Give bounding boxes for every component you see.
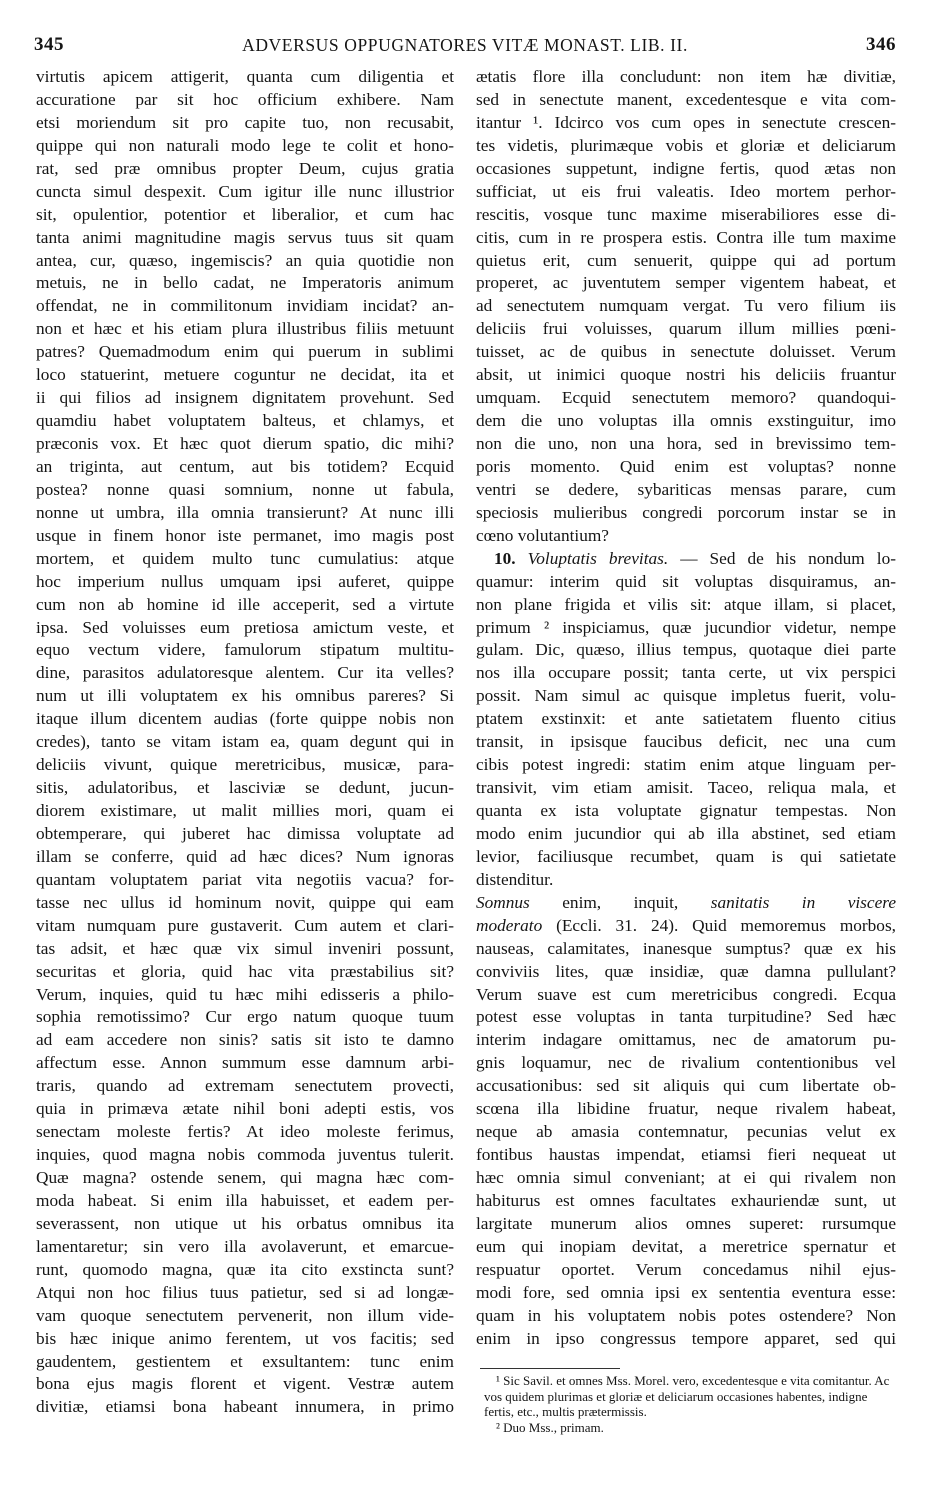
text-line: sufficiat, ut eis frui valeatis. Ideo mortem perhor-: [476, 181, 896, 201]
text-line: gnis loquamur, nec de rivalium contentionibus vel: [476, 1053, 896, 1073]
section-text-start: — Sed de his nondum lo-: [668, 548, 896, 568]
text-line: scœna illa libidine fruatur, neque rivalem habeat,: [476, 1099, 896, 1119]
quote-line-2: [476, 915, 896, 938]
text-line: quietus erit, cum senuerit, quippe qui ad portum: [476, 250, 896, 270]
quote-connector: enim, inquit,: [529, 892, 711, 912]
left-column: [36, 66, 454, 1419]
text-line: lamentaretur; sin vero illa avolaverunt, et emarcue-: [36, 1236, 454, 1256]
text-line: gaudentem, gestientem et exsultantem: tunc enim: [36, 1351, 454, 1371]
text-line: virtutis apicem attigerit, quanta cum diligentia et: [36, 67, 454, 86]
text-line: antea, cur, quæso, ingemiscis? an quia quotidie non: [36, 250, 454, 270]
quote-continuation: Quid memoremus morbos,: [678, 915, 896, 935]
text-line: possit. Nam simul ac quisque impletus fuerit, volu-: [476, 686, 896, 706]
text-line: nos illa occupare possit; tanta certe, ut vix perspici: [476, 663, 896, 683]
text-line: diorem existimare, ut malit millies mori, quam ei: [36, 801, 454, 820]
text-line: rat, sed præ omnibus propter Deum, cujus gratia: [36, 158, 454, 178]
text-line: cuncta simul despexit. Cum igitur ille nunc illustrior: [36, 181, 454, 201]
text-line: metuis, ne in bello cadat, ne Imperatoris animum: [36, 273, 454, 293]
text-line: cibis potest ingredi: statim enim atque linguam per-: [476, 755, 896, 775]
text-line: Quæ magna? ostende senem, qui magna hæc com-: [36, 1168, 454, 1187]
text-line: neque ab amasia contemnatur, pecunias velut ex: [476, 1122, 896, 1142]
text-line: nonne ut umbra, illa omnia transierunt? At nunc illi: [36, 502, 454, 522]
text-line: etsi moriendum sit pro capite tuo, non recusabit,: [36, 112, 454, 132]
text-line: enim in ipso congressus tempore apparet, sed qui: [476, 1328, 896, 1348]
text-line: gulam. Dic, quæso, illius tempus, quotaque diei parte: [476, 640, 896, 660]
text-line: quippe qui non naturali modo lege te colit et hono-: [36, 135, 454, 155]
text-line: ætatis flore illa concludunt: non item hæ divitiæ,: [476, 67, 896, 86]
text-line: num ut illi voluptatem ex his omnibus pareres? Si: [36, 686, 454, 706]
text-line: deliciis vivunt, quique meretricibus, musicæ, para-: [36, 755, 454, 775]
text-line: bis hæc inique animo ferentem, ut vos facitis; sed: [36, 1328, 454, 1348]
page-number-right: 346: [866, 34, 896, 55]
text-line: inquies, quod magna nobis commoda juventus tulerit.: [36, 1145, 454, 1165]
text-line: eum qui inopiam devitat, a meretrice spernatur et: [476, 1236, 896, 1256]
text-line: vitam numquam pure gustaverit. Cum autem et clari-: [36, 915, 454, 935]
text-line: quam in his voluptatem nobis potes ostendere? Non: [476, 1305, 896, 1325]
text-line: transivit, vim etiam amisit. Taceo, reliqua mala, et: [476, 778, 896, 798]
page-number-left: 345: [34, 34, 64, 55]
text-line: nauseas, calamitates, inanesque sumptus? quæ ex his: [476, 938, 896, 958]
section-heading-line: [476, 548, 896, 571]
quote-word: Somnus: [476, 892, 530, 912]
text-line: quanta ex ista voluptate gignatur tempestas. Non: [476, 801, 896, 820]
text-line: severassent, non utique ut his orbatus omnibus ita: [36, 1213, 454, 1233]
text-line: tes videtis, plurimæque vobis et gloriæ et deliciarum: [476, 135, 896, 155]
text-line: usque in finem honor iste permanet, imo magis post: [36, 525, 454, 545]
text-line: quantam voluptatem pariat vita negotiis vacua? for-: [36, 869, 454, 889]
text-line: senectam moleste fertis? At ideo moleste ferimus,: [36, 1122, 454, 1142]
text-line: levior, faciliusque recumbet, quam is qui satietate: [476, 846, 896, 866]
text-line: sophia remotissimo? Cur ergo natum quoque tuum: [36, 1007, 454, 1027]
text-line: quamur: interim quid sit voluptas disquiramus, an-: [476, 571, 896, 591]
right-column-part-3: [476, 938, 896, 1351]
text-line: modi fore, sed omnia ipsi ex sententia eventura esse:: [476, 1282, 896, 1302]
text-line: sed in senectute manent, excedentesque e vita com-: [476, 89, 896, 109]
text-line: non plane frigida et vilis sit: atque illam, si placet,: [476, 594, 896, 614]
text-line: offendat, ne in commilitonum invidiam incidat? an-: [36, 296, 454, 316]
text-line: accusationibus: sed sit aliquis qui cum libertate ob-: [476, 1076, 896, 1096]
text-line: ventri se dedere, sybariticas mensas parare, cum: [476, 479, 896, 499]
text-line: runt, quomodo magna, quæ ita cito exstincta sunt?: [36, 1259, 454, 1279]
text-line: conviviis lites, quæ insidiæ, quæ damna pullulant?: [476, 961, 896, 981]
text-line: interim indagare omittamus, nec de amatorum pu-: [476, 1030, 896, 1050]
text-line: properet, ac juventutem semper vigentem habeat, et: [476, 273, 896, 293]
text-line: cum non ab homine id ille acceperit, sed a virtute: [36, 594, 454, 614]
text-line: an triginta, aut centum, aut bis totidem? Ecquid: [36, 456, 454, 476]
text-line: ii qui filios ad insignem dignitatem provehunt. Sed: [36, 388, 454, 408]
text-line: largitate munerum alios omnes superet: rursumque: [476, 1213, 896, 1233]
text-line: obtemperare, qui juberet hac dimissa voluptate ad: [36, 823, 454, 843]
running-header: [34, 34, 896, 64]
right-column-part-2: [476, 571, 896, 892]
text-line: tanta animi magnitudine magis servus tuus sit quam: [36, 227, 454, 247]
text-line: ad senectutem numquam vergat. Tu vero filium iis: [476, 296, 896, 316]
text-line: postea? nonne quasi somnium, nonne ut fabula,: [36, 479, 454, 499]
text-line: credes), tanto se vitam istam ea, quam degunt qui in: [36, 732, 454, 752]
text-line: Atqui non hoc filius tuus patietur, sed si ad longæ-: [36, 1282, 454, 1302]
text-line: deliciis frui voluisses, quarum illum millies pœni-: [476, 319, 896, 339]
text-line: cœno volutantium?: [476, 525, 609, 545]
text-line: respuatur oportet. Verum concedamus nihil ejus-: [476, 1259, 896, 1279]
text-line: vam quoque senectutem pervenerit, non illum vide-: [36, 1305, 454, 1325]
text-line: tasse nec ullus id hominum novit, quippe qui eam: [36, 892, 454, 912]
text-line: affectum esse. Annon summum esse damnum arbi-: [36, 1053, 454, 1073]
text-line: poris momento. Quid enim est voluptas? nonne: [476, 456, 896, 476]
text-line: umquam. Ecquid senectutem memoro? quandoqui-: [476, 388, 896, 408]
text-line: potest esse voluptas in tanta turpitudine? Sed hæc: [476, 1007, 896, 1027]
text-line: sit, opulentior, potentior et liberalior, et cum hac: [36, 204, 454, 224]
text-line: quamdiu habet voluptatem balteus, et chlamys, et: [36, 411, 454, 431]
text-line: traris, quando ad extremam senectutem provecti,: [36, 1076, 454, 1096]
quote-italic: sanitatis in viscere: [710, 892, 896, 912]
text-line: quia in primæva ætate nihil boni adepti estis, vos: [36, 1099, 454, 1119]
section-number: 10.: [494, 548, 516, 568]
text-line: occasiones suppetunt, indigne fertis, quod ætas non: [476, 158, 896, 178]
text-line: loco statuerint, metuere coguntur ne decidat, ita et: [36, 365, 454, 385]
text-line: habiturus est omnes facultates exhauriendæ sunt, ut: [476, 1190, 896, 1210]
text-line: ad eam accedere non sinis? satis sit isto te damno: [36, 1030, 454, 1050]
text-line: speciosis mulieribus congredi porcorum instar se in: [476, 502, 896, 522]
text-line: divitiæ, etiamsi bona habeant innumera, in primo: [36, 1397, 454, 1417]
text-line: dine, parasitos adulatoresque alentem. Cur ita velles?: [36, 663, 454, 683]
footnote: ¹ Sic Savil. et omnes Mss. Morel. vero, excedentesque e vita comitantur. Ac vos quidem plurimas et gloriæ et deliciarum occasiones habentes, indigne fertis, etc., multis prætermissis.: [484, 1373, 890, 1419]
running-title: ADVERSUS OPPUGNATORES VITÆ MONAST. LIB. II.: [242, 35, 688, 55]
text-line: hæc omnia simul conveniant; at ei qui rivalem non: [476, 1168, 896, 1187]
text-line: citis, cum in re prospera estis. Contra ille tum maxime: [476, 227, 896, 247]
text-line: securitas et gloria, quid hac vita præstabilius sit?: [36, 961, 454, 981]
section-title: Voluptatis brevitas.: [527, 548, 669, 568]
text-line: transit, in ipsisque faucibus deficit, nec una cum: [476, 732, 896, 752]
text-line: non et hæc et his etiam plura illustribus filiis metuunt: [36, 319, 454, 339]
quote-line-1: [476, 892, 896, 915]
text-line: patres? Quemadmodum enim qui puerum in sublimi: [36, 342, 454, 362]
text-line: primum ² inspiciamus, quæ jucundior videtur, nempe: [476, 617, 896, 637]
text-line: mortem, et quidem multo tunc cumulatius: atque: [36, 548, 454, 568]
text-line: bona ejus magis florent et vigent. Vestræ autem: [36, 1374, 454, 1394]
text-line: Verum suave est cum meretricibus congredi. Ecqua: [476, 984, 896, 1004]
text-line: itantur ¹. Idcirco vos cum opes in senectute crescen-: [476, 112, 896, 132]
text-line: hoc imperium nullus umquam ipsi auferet, quippe: [36, 571, 454, 591]
text-line: moda habeat. Si enim illa habuisset, et eadem per-: [36, 1190, 454, 1210]
text-line: modo enim jucundior qui ab illa abstinet, sed etiam: [476, 823, 896, 843]
text-line: ipsa. Sed voluisses eum pretiosa amictum veste, et: [36, 617, 454, 637]
footnote-rule: [480, 1368, 620, 1369]
text-line: absit, ut inimici quoque nostri his deliciis fruantur: [476, 365, 896, 385]
footnotes: [484, 1373, 894, 1435]
text-line: illam se conferre, quid ad hæc dices? Num ignoras: [36, 846, 454, 866]
text-line: distenditur.: [476, 869, 554, 889]
quote-italic-2: moderato: [476, 915, 543, 935]
right-column: [476, 66, 896, 1351]
text-line: tas adsit, et hæc quæ vix simul inveniri possunt,: [36, 938, 454, 958]
text-line: præconis vox. Et hæc quot dierum spatio, dic mihi?: [36, 434, 454, 453]
text-line: rescitis, vosque tunc maxime miserabiliores esse di-: [476, 204, 896, 224]
text-line: non die uno, non una hora, sed in brevissimo tem-: [476, 434, 896, 453]
text-line: fontibus haustas impendat, etiamsi fieri nequeat ut: [476, 1145, 896, 1165]
text-line: dem die uno voluptas illa omnis exstinguitur, imo: [476, 411, 896, 431]
text-line: accuratione par sit hoc officium exhibere. Nam: [36, 89, 454, 109]
quote-reference: (Eccli. 31. 24).: [542, 915, 679, 935]
text-line: tuisset, ac de quibus in senectute doluisset. Verum: [476, 342, 896, 362]
right-column-part-1: [476, 66, 896, 548]
text-line: ptatem exstinxit: et ante satietatem fluento citius: [476, 709, 896, 729]
text-line: equo vectum videre, famulorum stipatum multitu-: [36, 640, 454, 660]
text-line: itaque illum dicentem audias (forte quippe nobis non: [36, 709, 454, 729]
text-line: Verum, inquies, quid tu hæc mihi edisseris a philo-: [36, 984, 454, 1004]
text-line: sitis, adulatoribus, et lasciviæ se dedunt, jucun-: [36, 778, 454, 798]
footnote: ² Duo Mss., primam.: [496, 1419, 604, 1435]
